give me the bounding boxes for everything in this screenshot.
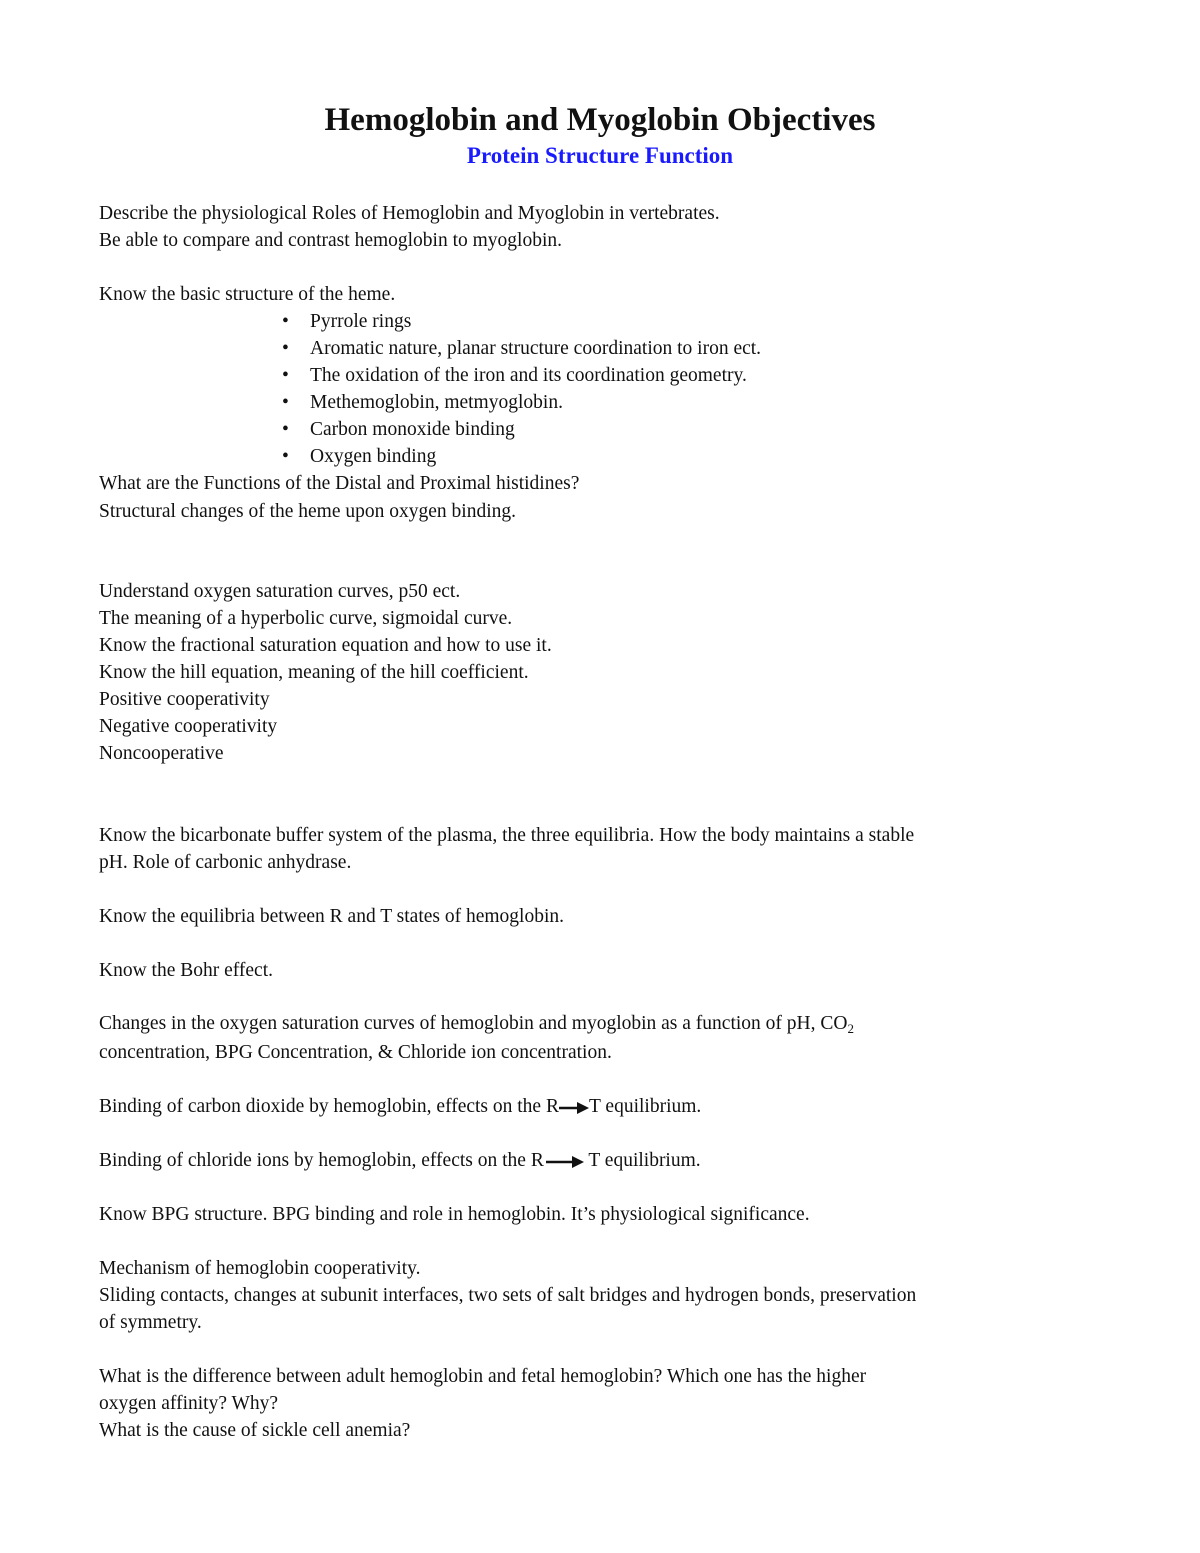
list-item: • The oxidation of the iron and its coordination geometry.	[282, 362, 747, 389]
objective-saturation-changes-cont: concentration, BPG Concentration, & Chloride ion concentration.	[99, 1042, 612, 1063]
bullet-icon: •	[282, 446, 289, 467]
objective-bicarbonate-cont: pH. Role of carbonic anhydrase.	[99, 852, 352, 873]
objective-rt-states: Know the equilibria between R and T states of hemoglobin.	[99, 906, 565, 927]
objective-co2-binding: Binding of carbon dioxide by hemoglobin, effects on the R T equilibrium.	[99, 1096, 702, 1117]
objective-chloride-binding: Binding of chloride ions by hemoglobin, effects on the R T equilibrium.	[99, 1150, 701, 1171]
objective-sliding-contacts-cont: of symmetry.	[99, 1312, 202, 1333]
page-title: Hemoglobin and Myoglobin Objectives	[324, 102, 876, 138]
list-item: • Methemoglobin, metmyoglobin.	[282, 389, 563, 416]
list-item: • Oxygen binding	[282, 443, 436, 470]
objective-sickle-cell: What is the cause of sickle cell anemia?	[99, 1420, 411, 1441]
objective-saturation-line: Negative cooperativity	[99, 716, 278, 737]
objective-structural-changes: Structural changes of the heme upon oxygen binding.	[99, 501, 516, 522]
right-arrow-icon	[544, 1155, 584, 1169]
bullet-icon: •	[282, 311, 289, 332]
right-arrow-icon	[559, 1101, 589, 1115]
bullet-icon: •	[282, 338, 289, 359]
objective-saturation-line: Positive cooperativity	[99, 689, 270, 710]
objective-mechanism: Mechanism of hemoglobin cooperativity.	[99, 1258, 421, 1279]
objective-saturation-line: Noncooperative	[99, 743, 224, 764]
objective-fetal-hemoglobin-cont: oxygen affinity? Why?	[99, 1393, 279, 1414]
bullet-icon: •	[282, 419, 289, 440]
objective-bpg: Know BPG structure. BPG binding and role in hemoglobin. It’s physiological significance.	[99, 1204, 810, 1225]
objective-roles: Describe the physiological Roles of Hemoglobin and Myoglobin in vertebrates.	[99, 203, 720, 224]
objective-fetal-hemoglobin: What is the difference between adult hemoglobin and fetal hemoglobin? Which one has the higher	[99, 1366, 867, 1387]
objective-bohr-effect: Know the Bohr effect.	[99, 960, 274, 981]
objective-sliding-contacts: Sliding contacts, changes at subunit interfaces, two sets of salt bridges and hydrogen bonds, preservation	[99, 1285, 917, 1306]
objective-saturation-line: The meaning of a hyperbolic curve, sigmoidal curve.	[99, 608, 513, 629]
list-item: • Carbon monoxide binding	[282, 416, 515, 443]
bullet-icon: •	[282, 365, 289, 386]
bullet-icon: •	[282, 392, 289, 413]
objective-bicarbonate: Know the bicarbonate buffer system of the plasma, the three equilibria. How the body maintains a stable	[99, 825, 915, 846]
objective-saturation-changes: Changes in the oxygen saturation curves of hemoglobin and myoglobin as a function of pH, $CO_2$	[99, 1013, 854, 1036]
list-item: • Pyrrole rings	[282, 308, 411, 335]
list-item: • Aromatic nature, planar structure coordination to iron ect.	[282, 335, 761, 362]
page-subtitle: Protein Structure Function	[466, 143, 734, 168]
objective-saturation-line: Know the fractional saturation equation and how to use it.	[99, 635, 552, 656]
objective-heme-structure: Know the basic structure of the heme.	[99, 284, 396, 305]
objective-saturation-line: Know the hill equation, meaning of the hill coefficient.	[99, 662, 529, 683]
objective-histidines: What are the Functions of the Distal and Proximal histidines?	[99, 473, 580, 494]
objective-saturation-line: Understand oxygen saturation curves, p50 ect.	[99, 581, 461, 602]
objective-compare: Be able to compare and contrast hemoglobin to myoglobin.	[99, 230, 563, 251]
